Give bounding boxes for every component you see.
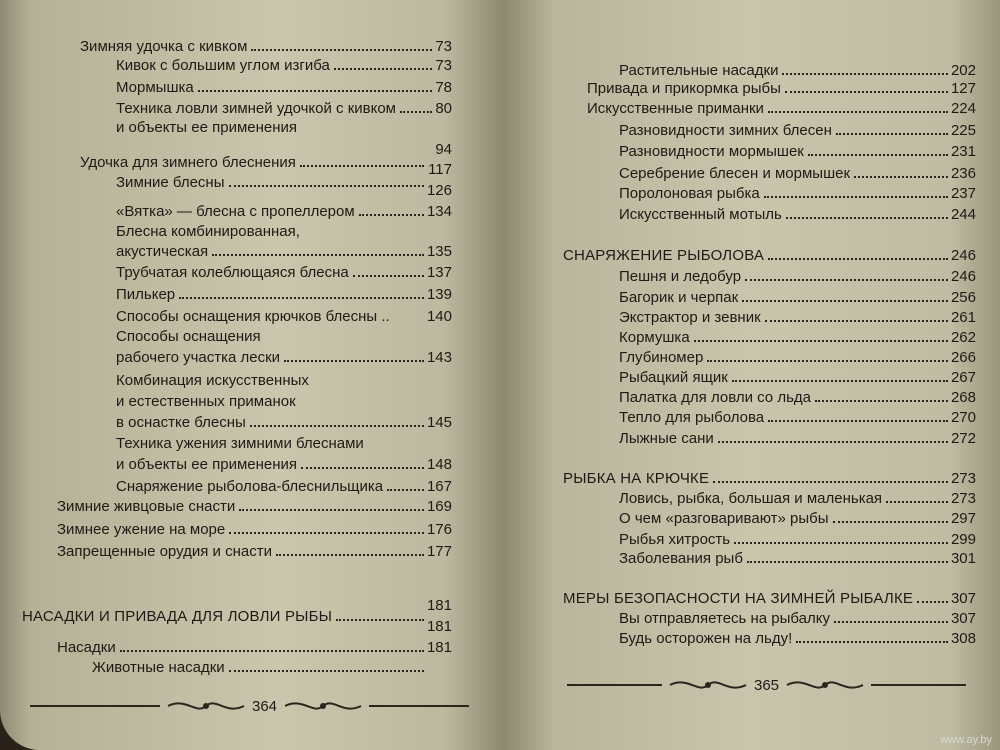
toc-section-heading: РЫБКА НА КРЮЧКЕ 273 bbox=[563, 470, 976, 487]
toc-line: Рыбья хитрость 299 bbox=[619, 531, 976, 548]
toc-line: Насадки 181 bbox=[57, 639, 452, 656]
toc-line: Зимняя удочка с кивком 73 bbox=[80, 38, 452, 55]
toc-line: Глубиномер 266 bbox=[619, 349, 976, 366]
toc-line: Искусственный мотыль 244 bbox=[619, 206, 976, 223]
toc-line: акустическая 135 bbox=[116, 243, 452, 260]
toc-section-heading: СНАРЯЖЕНИЕ РЫБОЛОВА 246 bbox=[563, 247, 976, 264]
toc-line: Искусственные приманки 224 bbox=[587, 100, 976, 117]
ornament-icon bbox=[283, 695, 363, 717]
page-number: 364 bbox=[252, 697, 278, 715]
toc-line: Техника ужения зимними блеснами bbox=[116, 435, 364, 452]
toc-line: Удочка для зимнего блеснения bbox=[80, 153, 452, 173]
toc-line: Пилькер 139 bbox=[116, 286, 452, 303]
toc-line: и объекты ее применения bbox=[116, 118, 452, 138]
toc-line: Блесна комбинированная, bbox=[116, 223, 300, 240]
ornament-icon bbox=[668, 674, 748, 696]
toc-line: Заболевания рыб 301 bbox=[619, 550, 976, 567]
toc-line: Способы оснащения bbox=[116, 328, 261, 345]
page-footer bbox=[30, 695, 469, 717]
toc-line: Техника ловли зимней удочкой с кивком 80 bbox=[116, 100, 452, 117]
toc-line: Способы оснащения крючков блесны .. 140 bbox=[116, 308, 452, 325]
ornament-icon bbox=[785, 674, 865, 696]
toc-line: Вы отправляетесь на рыбалку 307 bbox=[619, 610, 976, 627]
toc-line: 181 bbox=[22, 617, 452, 637]
toc-line: Лыжные сани 272 bbox=[619, 430, 976, 447]
toc-line: Растительные насадки 202 bbox=[619, 62, 976, 79]
toc-line: Серебрение блесен и мормышек 236 bbox=[619, 165, 976, 182]
toc-line: О чем «разговаривают» рыбы 297 bbox=[619, 510, 976, 527]
toc-line: Снаряжение рыболова-блеснильщика 167 bbox=[116, 478, 452, 495]
toc-line: Животные насадки bbox=[92, 658, 452, 678]
toc-line: Зимнее ужение на море 176 bbox=[57, 521, 452, 538]
toc-line: Поролоновая рыбка 237 bbox=[619, 185, 976, 202]
toc-line: и естественных приманок bbox=[116, 393, 296, 410]
toc-line: Багорик и черпак 256 bbox=[619, 289, 976, 306]
toc-line: 181 bbox=[22, 596, 452, 616]
toc-line: Трубчатая колеблющаяся блесна 137 bbox=[116, 264, 452, 281]
ornament-icon bbox=[166, 695, 246, 717]
toc-line: Запрещенные орудия и снасти 177 bbox=[57, 543, 452, 560]
right-page bbox=[505, 0, 1000, 750]
toc-line: Пешня и ледобур 246 bbox=[619, 268, 976, 285]
toc-line: рабочего участка лески 143 bbox=[116, 349, 452, 366]
toc-line: Будь осторожен на льду! 308 bbox=[619, 630, 976, 647]
toc-line: 117 bbox=[80, 160, 452, 180]
toc-line: Палатка для ловли со льда 268 bbox=[619, 389, 976, 406]
toc-line: Разновидности зимних блесен 225 bbox=[619, 122, 976, 139]
watermark: www.ay.by bbox=[940, 734, 992, 746]
toc-line: Разновидности мормышек 231 bbox=[619, 143, 976, 160]
toc-line: Мормышка 78 bbox=[116, 79, 452, 96]
toc-line: Ловись, рыбка, большая и маленькая 273 bbox=[619, 490, 976, 507]
toc-line: в оснастке блесны 145 bbox=[116, 414, 452, 431]
toc-line: «Вятка» — блесна с пропеллером 134 bbox=[116, 203, 452, 220]
toc-line: 94 bbox=[80, 140, 452, 160]
toc-section-heading: НАСАДКИ И ПРИВАДА ДЛЯ ЛОВЛИ РЫБЫ bbox=[22, 607, 452, 627]
page-number: 365 bbox=[754, 676, 780, 694]
toc-line: Зимние живцовые снасти 169 bbox=[57, 498, 452, 515]
toc-line: и объекты ее применения 148 bbox=[116, 456, 452, 473]
toc-line: Кормушка 262 bbox=[619, 329, 976, 346]
toc-line: Экстрактор и зевник 261 bbox=[619, 309, 976, 326]
toc-line: Привада и прикормка рыбы 127 bbox=[587, 80, 976, 97]
toc-section-heading: МЕРЫ БЕЗОПАСНОСТИ НА ЗИМНЕЙ РЫБАЛКЕ 307 bbox=[563, 590, 976, 607]
toc-line: Рыбацкий ящик 267 bbox=[619, 369, 976, 386]
toc-line: Зимние блесны bbox=[116, 173, 452, 193]
toc-line: Тепло для рыболова 270 bbox=[619, 409, 976, 426]
toc-line: Кивок с большим углом изгиба 73 bbox=[116, 57, 452, 74]
page-footer bbox=[567, 674, 966, 696]
toc-line: Комбинация искусственных bbox=[116, 372, 309, 389]
toc-line: 126 bbox=[116, 181, 452, 201]
